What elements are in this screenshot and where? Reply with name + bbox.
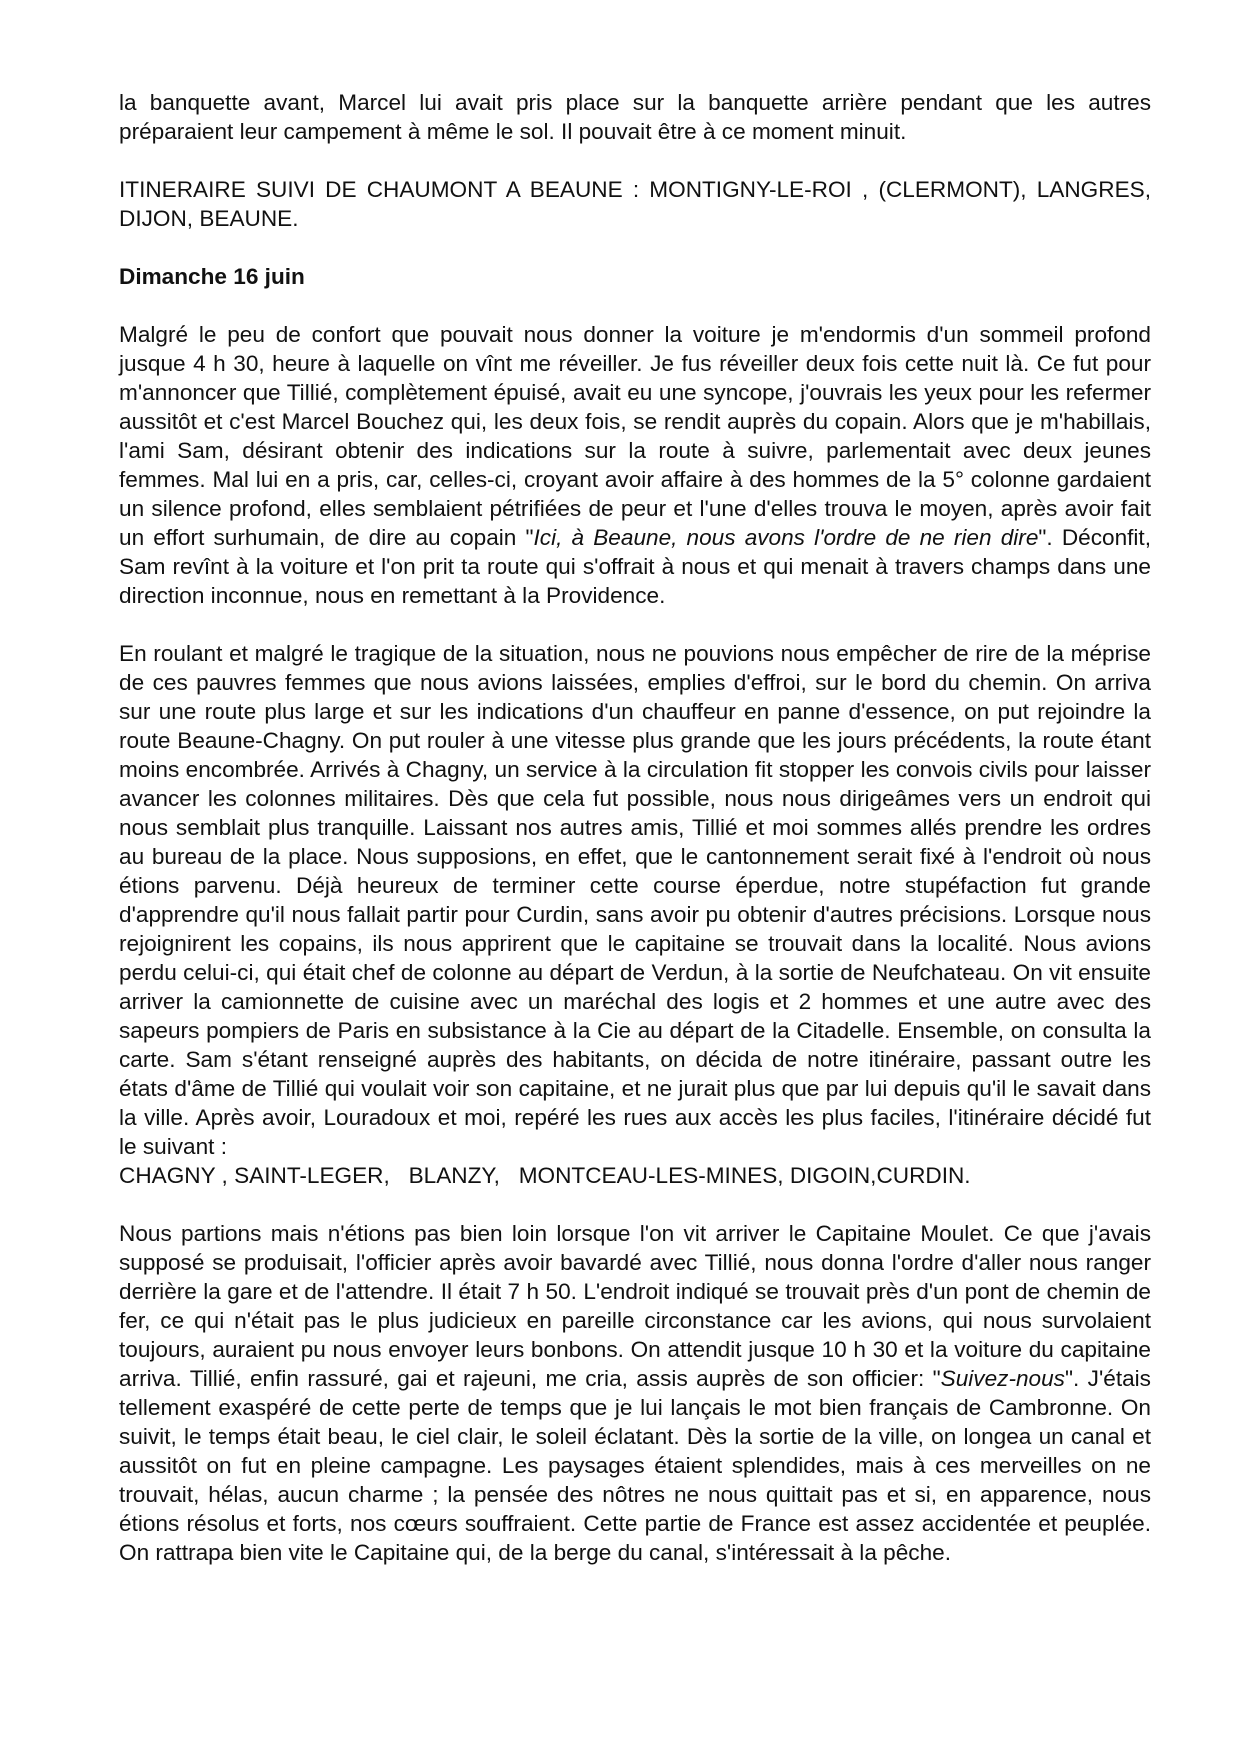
quote-suivez-nous: Suivez-nous	[940, 1366, 1065, 1391]
paragraph-nous-partions-text-b: ". J'étais tellement exaspéré de cette perte de temps que je lui lançais le mot bien français de Cambronne. On suivit, le temps était beau, le ciel clair, le soleil éclatant. Dès la sortie de la ville, on longea un canal et aussitôt on fut en pleine campagne. Les paysages étaient splendides, mais à ces merveilles on ne trouvait, hélas, aucun charme ; la pensée des nôtres ne nous quittait pas et si, en apparence, nous étions résolus et forts, nos cœurs souffraient. Cette partie de France est assez accidentée et peuplée. On rattrapa bien vite le Capitaine qui, de la berge du canal, s'intéressait à la pêche.	[119, 1366, 1151, 1565]
paragraph-malgre-text-b: ". Déconfit, Sam revînt à la voiture et l'on prit ta route qui s'offrait à nous et qui menait à travers champs dans une direction inconnue, nous en remettant à la Providence.	[119, 525, 1151, 608]
paragraph-campement: la banquette avant, Marcel lui avait pris place sur la banquette arrière pendant que les autres préparaient leur campement à même le sol. Il pouvait être à ce moment minuit.	[119, 90, 1151, 144]
quote-beaune: Ici, à Beaune, nous avons l'ordre de ne rien dire	[533, 525, 1039, 550]
route-chagny-curdin: CHAGNY , SAINT-LEGER, BLANZY, MONTCEAU-LES-MINES, DIGOIN,CURDIN.	[119, 1163, 971, 1188]
document-page	[119, 88, 1151, 1567]
section-heading-dimanche: Dimanche 16 juin	[119, 264, 305, 289]
paragraph-nous-partions-text-a: Nous partions mais n'étions pas bien loin lorsque l'on vit arriver le Capitaine Moulet. Ce que j'avais supposé se produisait, l'officier après avoir bavardé avec Tillié, nous donna l'ordre d'aller nous ranger derrière la gare et de l'attendre. Il était 7 h 50. L'endroit indiqué se trouvait près d'un pont de chemin de fer, ce qui n'était pas le plus judicieux en pareille circonstance car les avions, qui nous survolaient toujours, auraient pu nous envoyer leurs bonbons. On attendit jusque 10 h 30 et la voiture du capitaine arriva. Tillié, enfin rassuré, gai et rajeuni, me cria, assis auprès de son officier: "	[119, 1221, 1151, 1391]
paragraph-malgre	[119, 320, 1151, 610]
paragraph-malgre-text-a: Malgré le peu de confort que pouvait nous donner la voiture je m'endormis d'un sommeil profond jusque 4 h 30, heure à laquelle on vînt me réveiller. Je fus réveiller deux fois cette nuit là. Ce fut pour m'annoncer que Tillié, complètement épuisé, avait eu une syncope, j'ouvrais les yeux pour les refermer aussitôt et c'est Marcel Bouchez qui, les deux fois, se rendit auprès du copain. Alors que je m'habillais, l'ami Sam, désirant obtenir des indications sur la route à suivre, parlementait avec deux jeunes femmes. Mal lui en a pris, car, celles-ci, croyant avoir affaire à des hommes de la 5° colonne gardaient un silence profond, elles semblaient pétrifiées de peur et l'une d'elles trouva le moyen, après avoir fait un effort surhumain, de dire au copain "	[119, 322, 1151, 550]
paragraph-en-roulant: En roulant et malgré le tragique de la situation, nous ne pouvions nous empêcher de rire de la méprise de ces pauvres femmes que nous avions laissées, emplies d'effroi, sur le bord du chemin. On arriva sur une route plus large et sur les indications d'un chauffeur en panne d'essence, on put rejoindre la route Beaune-Chagny. On put rouler à une vitesse plus grande que les jours précédents, la route étant moins encombrée. Arrivés à Chagny, un service à la circulation fit stopper les convois civils pour laisser avancer les colonnes militaires. Dès que cela fut possible, nous nous dirigeâmes vers un endroit qui nous semblait plus tranquille. Laissant nos autres amis, Tillié et moi sommes allés prendre les ordres au bureau de la place. Nous supposions, en effet, que le cantonnement serait fixé à l'endroit où nous étions parvenu. Déjà heureux de terminer cette course éperdue, notre stupéfaction fut grande d'apprendre qu'il nous fallait partir pour Curdin, sans avoir pu obtenir d'autres précisions. Lorsque nous rejoignirent les copains, ils nous apprirent que le capitaine se trouvait dans la localité. Nous avions perdu celui-ci, qui était chef de colonne au départ de Verdun, à la sortie de Neufchateau. On vit ensuite arriver la camionnette de cuisine avec un maréchal des logis et 2 hommes et une autre avec des sapeurs pompiers de Paris en subsistance à la Cie au départ de la Citadelle. Ensemble, on consulta la carte. Sam s'étant renseigné auprès des habitants, on décida de notre itinéraire, passant outre les états d'âme de Tillié qui voulait voir son capitaine, et ne jurait plus que par lui depuis qu'il le savait dans la ville. Après avoir, Louradoux et moi, repéré les rues aux accès les plus faciles, l'itinéraire décidé fut le suivant :	[119, 641, 1151, 1159]
paragraph-nous-partions	[119, 1219, 1151, 1567]
paragraph-itineraire-chaumont-beaune: ITINERAIRE SUIVI DE CHAUMONT A BEAUNE : MONTIGNY-LE-ROI , (CLERMONT), LANGRES, DIJON, BEAUNE.	[119, 177, 1151, 231]
